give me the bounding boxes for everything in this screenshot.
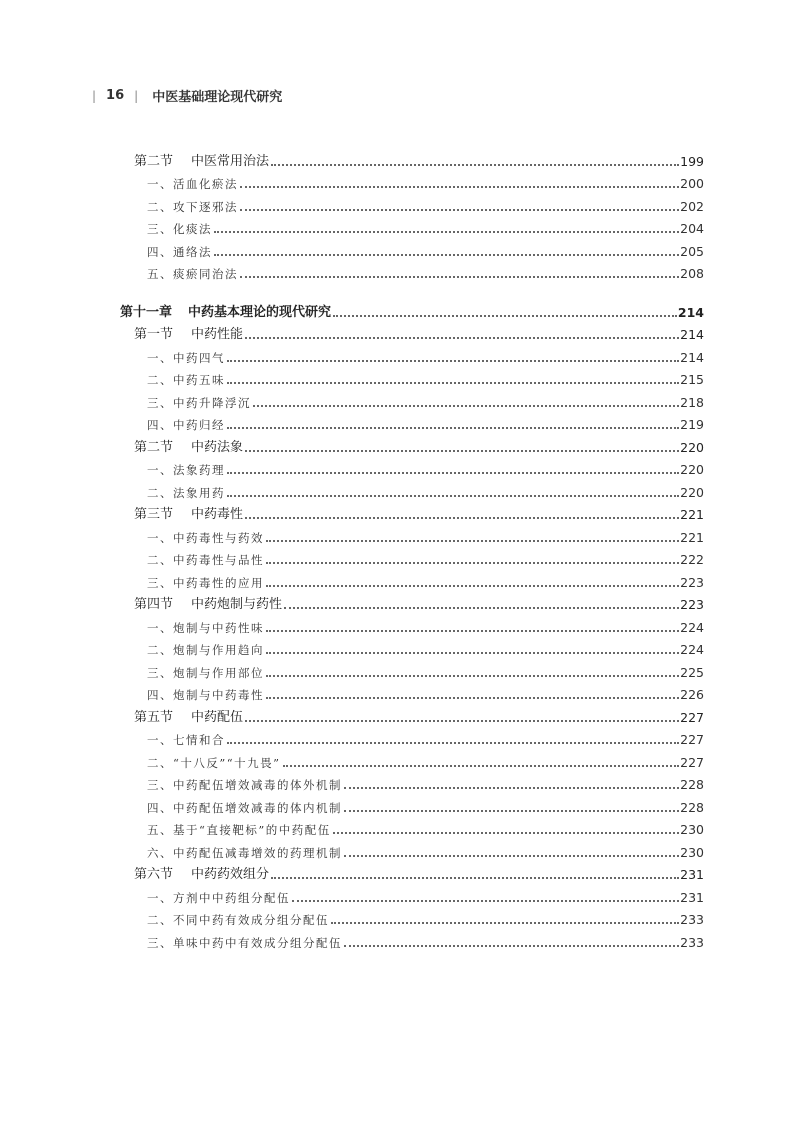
toc-entry-label [147, 913, 329, 927]
toc-section-entry[interactable] [0, 146, 800, 169]
toc-entry-label [147, 267, 238, 281]
toc-entry-label [147, 688, 264, 702]
toc-section-entry[interactable] [0, 432, 800, 455]
toc-item-entry[interactable] [0, 342, 800, 365]
toc-entry-page: 230 [680, 844, 704, 860]
toc-item-entry[interactable] [0, 905, 800, 928]
toc-entry-number: 第三节 [134, 507, 174, 522]
dot-leader [266, 697, 679, 699]
toc-entry-page: 224 [680, 619, 704, 635]
toc-entry-label [147, 643, 264, 657]
toc-entry-label [134, 441, 243, 455]
toc-entry-page: 219 [680, 417, 704, 432]
toc-entry-label [147, 418, 225, 432]
toc-entry-number: 第十一章 [120, 304, 173, 320]
toc-entry-title: 五、痰瘀同治法 [147, 267, 238, 281]
toc-entry-label [147, 666, 264, 680]
toc-entry-label [147, 553, 264, 567]
toc-entry-title: 三、中药配伍增效减毒的体外机制 [147, 778, 342, 792]
toc-entry-title: 一、活血化瘀法 [147, 177, 238, 191]
toc-entry-page: 226 [680, 687, 704, 702]
toc-entry-label [134, 508, 243, 522]
toc-entry-title: 中药炮制与药性 [191, 597, 283, 612]
toc-item-entry[interactable] [0, 725, 800, 748]
toc-entry-page: 214 [680, 349, 704, 365]
dot-leader [266, 585, 679, 587]
dot-leader [344, 810, 679, 812]
toc-section-entry[interactable] [0, 860, 800, 883]
toc-entry-title: 中药毒性 [191, 507, 244, 522]
toc-entry-page: 228 [680, 777, 704, 792]
toc-entry-label [147, 486, 225, 500]
toc-entry-title: 一、法象药理 [147, 463, 225, 477]
dot-leader [266, 675, 679, 677]
toc-entry-title: 二、炮制与作用趋向 [147, 643, 264, 657]
toc-entry-title: 三、炮制与作用部位 [147, 665, 264, 680]
toc-entry-title: 中药配伍 [191, 709, 244, 725]
toc-item-entry[interactable] [0, 680, 800, 703]
dot-leader [240, 209, 679, 211]
dot-leader [266, 562, 679, 564]
dot-leader [331, 922, 679, 924]
toc-item-entry[interactable] [0, 657, 800, 680]
toc-section-entry[interactable] [0, 590, 800, 613]
dot-leader [214, 254, 679, 256]
dot-leader [214, 231, 679, 233]
toc-entry-page: 225 [680, 664, 704, 680]
toc-section-entry[interactable] [0, 702, 800, 725]
toc-item-entry[interactable] [0, 259, 800, 282]
dot-leader [240, 276, 679, 278]
toc-entry-title: 中药基本理论的现代研究 [188, 304, 332, 320]
toc-entry-title: 一、中药毒性与药效 [147, 530, 264, 545]
dot-leader [227, 427, 679, 429]
toc-entry-title: 三、中药毒性的应用 [147, 575, 264, 590]
toc-entry-number: 第四节 [134, 597, 174, 612]
toc-entry-title: 二、攻下逐邪法 [147, 199, 238, 214]
toc-entry-title: 六、中药配伍减毒增效的药理机制 [147, 845, 342, 860]
dot-leader [227, 742, 679, 744]
toc-entry-label [147, 351, 225, 365]
toc-item-entry[interactable] [0, 387, 800, 410]
dot-leader [333, 315, 677, 317]
toc-entry-title: 二、“十八反”“十九畏” [147, 755, 281, 770]
toc-entry-page: 204 [680, 221, 704, 236]
toc-entry-title: 中药药效组分 [191, 867, 270, 882]
toc-entry-title: 中医常用治法 [191, 153, 270, 169]
toc-entry-page: 208 [680, 266, 704, 281]
toc-entry-page: 200 [680, 176, 704, 191]
toc-item-entry[interactable] [0, 365, 800, 388]
toc-entry-label [147, 177, 238, 191]
toc-entry-page: 223 [680, 574, 704, 590]
toc-item-entry[interactable] [0, 747, 800, 770]
toc-entry-title: 二、中药毒性与品性 [147, 553, 264, 567]
toc-entry-label [147, 891, 290, 905]
toc-item-entry[interactable] [0, 455, 800, 478]
page-number: 16 [106, 88, 125, 103]
toc-entry-label [120, 306, 331, 320]
toc-entry-title: 四、炮制与中药毒性 [147, 688, 264, 702]
toc-entry-label [147, 823, 331, 837]
toc-entry-label [147, 801, 342, 815]
toc-entry-label [147, 936, 342, 950]
toc-item-entry[interactable] [0, 522, 800, 545]
toc-entry-label [147, 531, 264, 545]
toc-item-entry[interactable] [0, 477, 800, 500]
toc-entry-title: 三、单味中药中有效成分组分配伍 [147, 935, 342, 950]
toc-item-entry[interactable] [0, 792, 800, 815]
toc-entry-page: 202 [680, 198, 704, 214]
toc-entry-label [147, 778, 342, 792]
toc-entry-label [134, 868, 269, 882]
toc-entry-page: 227 [680, 709, 704, 725]
toc-item-entry[interactable] [0, 837, 800, 860]
toc-entry-title: 四、中药归经 [147, 418, 225, 432]
toc-entry-page: 221 [680, 507, 704, 522]
header-divider: | [134, 88, 139, 103]
dot-leader [344, 787, 679, 789]
toc-entry-label [134, 711, 243, 725]
toc-entry-page: 224 [680, 642, 704, 657]
toc-entry-title: 三、中药升降浮沉 [147, 395, 251, 410]
toc-entry-title: 四、中药配伍增效减毒的体内机制 [147, 800, 342, 815]
toc-entry-page: 233 [680, 934, 704, 950]
toc-item-entry[interactable] [0, 236, 800, 259]
toc-item-entry[interactable] [0, 927, 800, 950]
toc-entry-label [147, 200, 238, 214]
toc-item-entry[interactable] [0, 567, 800, 590]
toc-item-entry[interactable] [0, 410, 800, 433]
dot-leader [227, 360, 679, 362]
toc-entry-page: 205 [680, 243, 704, 259]
dot-leader [271, 164, 679, 166]
toc-entry-label [134, 328, 243, 342]
toc-entry-number: 第二节 [134, 439, 174, 455]
toc-chapter-entry[interactable] [0, 297, 800, 320]
toc-entry-page: 228 [680, 799, 704, 815]
toc-section-entry[interactable] [0, 320, 800, 343]
dot-leader [344, 945, 679, 947]
toc-entry-label [147, 733, 225, 747]
toc-entry-label [147, 463, 225, 477]
dot-leader [292, 900, 679, 902]
dot-leader [245, 337, 679, 339]
toc-section-entry[interactable] [0, 500, 800, 523]
toc-entry-page: 214 [677, 304, 704, 320]
toc-item-entry[interactable] [0, 815, 800, 838]
dot-leader [284, 607, 679, 609]
dot-leader [344, 855, 679, 857]
toc-entry-title: 一、七情和合 [147, 733, 225, 747]
toc-entry-page: 227 [680, 732, 704, 747]
toc-entry-page: 221 [680, 529, 704, 545]
dot-leader [245, 450, 679, 452]
toc-entry-number: 第二节 [134, 153, 174, 169]
toc-entry-page: 214 [680, 327, 704, 342]
toc-entry-label [134, 155, 269, 169]
dot-leader [227, 472, 679, 474]
toc-entry-page: 231 [680, 889, 704, 905]
dot-leader [271, 877, 679, 879]
toc-entry-title: 五、基于“直接靶标”的中药配伍 [147, 823, 331, 837]
toc-entry-page: 230 [680, 822, 704, 837]
dot-leader [283, 765, 680, 767]
toc-entry-page: 220 [680, 439, 704, 455]
toc-entry-label [147, 373, 225, 387]
dot-leader [253, 405, 679, 407]
toc-entry-title: 中药性能 [191, 327, 244, 342]
book-title: 中医基础理论现代研究 [152, 90, 283, 105]
toc-entry-page: 218 [680, 394, 704, 410]
toc-entry-page: 222 [680, 552, 704, 567]
toc-item-entry[interactable] [0, 545, 800, 568]
dot-leader [227, 382, 679, 384]
dot-leader [266, 652, 679, 654]
dot-leader [240, 186, 679, 188]
toc-entry-title: 二、中药五味 [147, 373, 225, 387]
dot-leader [227, 495, 679, 497]
toc-entry-title: 一、炮制与中药性味 [147, 620, 264, 635]
toc-entry-page: 227 [680, 754, 704, 770]
toc-entry-title: 二、不同中药有效成分组分配伍 [147, 913, 329, 927]
header-divider: | [92, 88, 97, 103]
toc-entry-label [147, 756, 281, 770]
toc-entry-page: 199 [680, 153, 704, 169]
toc-entry-number: 第六节 [134, 867, 174, 882]
toc-item-entry[interactable] [0, 612, 800, 635]
dot-leader [245, 517, 679, 519]
toc-entry-page: 220 [680, 462, 704, 477]
toc-item-entry[interactable] [0, 770, 800, 793]
toc-entry-number: 第一节 [134, 327, 174, 342]
toc-entry-page: 220 [680, 484, 704, 500]
toc-entry-label [147, 846, 342, 860]
dot-leader [266, 540, 679, 542]
toc-entry-label [147, 396, 251, 410]
toc-entry-page: 215 [680, 372, 704, 387]
toc-entry-page: 233 [680, 912, 704, 927]
toc-entry-title: 二、法象用药 [147, 485, 225, 500]
dot-leader [266, 630, 679, 632]
dot-leader [333, 832, 679, 834]
toc-item-entry[interactable] [0, 191, 800, 214]
running-header [92, 86, 282, 105]
toc-item-entry[interactable] [0, 214, 800, 237]
toc-entry-page: 223 [680, 597, 704, 612]
toc-item-entry[interactable] [0, 635, 800, 658]
toc-entry-label [147, 245, 212, 259]
toc-entry-label [147, 576, 264, 590]
toc-entry-label [134, 598, 282, 612]
toc-entry-title: 一、方剂中中药组分配伍 [147, 890, 290, 905]
toc-entry-title: 中药法象 [191, 439, 244, 455]
toc-entry-label [147, 621, 264, 635]
toc-entry-label [147, 222, 212, 236]
toc-entry-page: 231 [680, 867, 704, 882]
dot-leader [245, 720, 679, 722]
toc-entry-title: 三、化痰法 [147, 222, 212, 236]
table-of-contents [0, 146, 800, 950]
toc-entry-title: 四、通络法 [147, 244, 212, 259]
toc-entry-number: 第五节 [134, 709, 174, 725]
toc-item-entry[interactable] [0, 169, 800, 192]
toc-item-entry[interactable] [0, 882, 800, 905]
toc-entry-title: 一、中药四气 [147, 350, 225, 365]
